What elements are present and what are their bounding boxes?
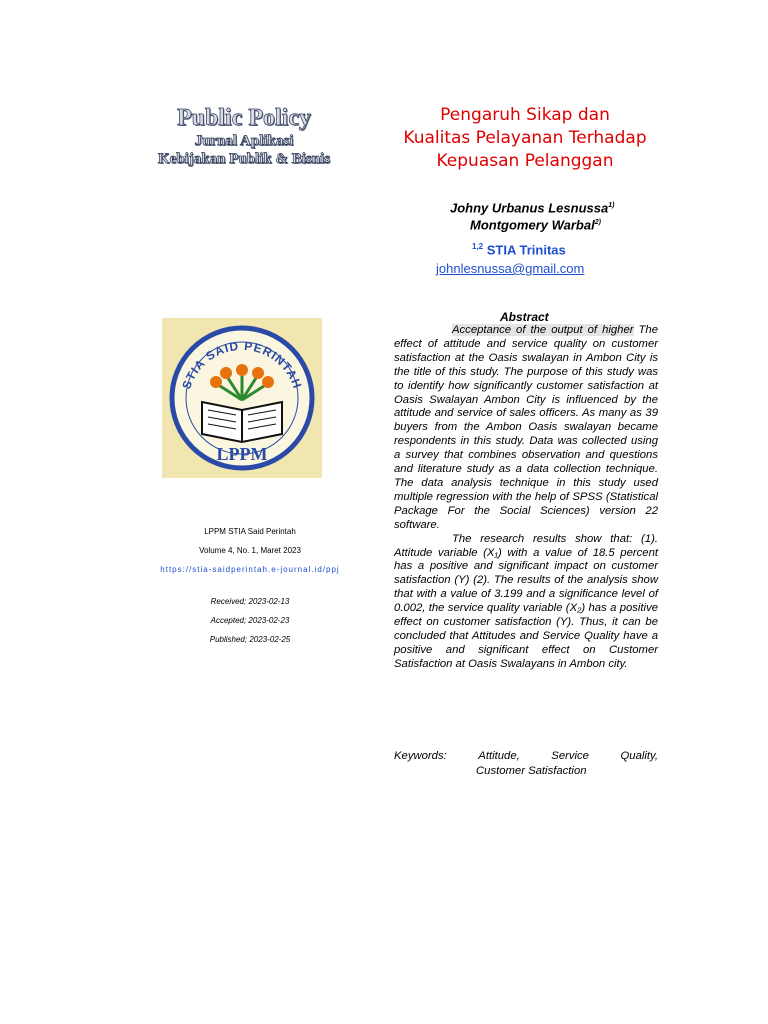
abstract-heading: Abstract xyxy=(500,310,549,324)
keywords-row-1 xyxy=(394,749,658,764)
volume-issue: Volume 4, No. 1, Maret 2023 xyxy=(199,546,301,555)
published-date: Published; 2023-02-25 xyxy=(209,635,291,644)
author-list xyxy=(430,198,660,233)
keywords-label: Keywords: xyxy=(394,750,447,762)
publication-info xyxy=(130,522,370,579)
author-2-sup: 2) xyxy=(594,219,601,227)
journal-subtitle-1: Jurnal Aplikasi xyxy=(194,133,294,149)
paper-title xyxy=(390,104,660,173)
journal-url-link[interactable]: https://stia-saidperintah.e-journal.id/ppj xyxy=(160,565,340,574)
logo-label: LPPM xyxy=(216,444,268,464)
institution xyxy=(472,242,566,257)
title-line-1: Pengaruh Sikap dan xyxy=(440,105,610,125)
lppm-logo xyxy=(162,318,322,478)
author-2 xyxy=(430,215,660,232)
abstract-paragraph-2: The research results show that: (1). Attitude variable (X₁) with a value of 18.5 percent has a positive and significant impact on customer satisfaction (Y) (2). The results of the analysis show that with a value of 3.199 and a significance level of 0.002, the service quality variable (X₂) has a positive effect on customer satisfaction (Y). Thus, it can be concluded that Attitudes and Service Quality have a positive and significant effect on Customer Satisfaction at Oasis Swalayans in Ambon city. xyxy=(394,532,658,670)
author-1 xyxy=(430,198,660,215)
author-1-name: Johny Urbanus Lesnussa xyxy=(450,200,609,216)
abstract-highlight: Acceptance of the output of higher xyxy=(452,324,634,336)
journal-subtitle-2: Kebijakan Publik & Bisnis xyxy=(157,151,331,167)
abstract-paragraph-1 xyxy=(394,324,658,533)
title-line-3: Kepuasan Pelanggan xyxy=(436,151,614,171)
journal-masthead xyxy=(140,104,348,168)
journal-name: Public Policy xyxy=(177,105,311,131)
accepted-date: Accepted; 2023-02-23 xyxy=(210,616,290,625)
title-line-2: Kualitas Pelayanan Terhadap xyxy=(403,128,647,148)
author-1-sup: 1) xyxy=(608,202,615,209)
keyword-4: Customer Satisfaction xyxy=(476,765,587,777)
keyword-3: Quality, xyxy=(620,750,658,762)
institution-name: STIA Trinitas xyxy=(486,242,566,258)
institution-sup: 1,2 xyxy=(472,242,484,251)
abstract-body xyxy=(394,324,658,672)
abstract-p1-text: The effect of attitude and service quality on customer satisfaction at the Oasis swalayan in Ambon City is the title of this study. The purpose of this study was to identify how significantly customer satisfaction at Oasis Swalayan Ambon City is influenced by the attitude and service of sales officers. As many as 39 buyers from the Ambon Oasis swalayan became respondents in this study. Data was collected using a survey that combines observation and questions and literature study as a data collection technique. The data analysis technique in this study used multiple regression with the help of SPSS (Statistical Package For the Social Sciences) version 22 software. xyxy=(394,324,658,531)
received-date: Received; 2023-02-13 xyxy=(210,597,290,606)
keywords xyxy=(394,749,658,779)
author-2-name: Montgomery Warbal xyxy=(470,217,595,233)
publication-dates xyxy=(130,592,370,649)
publisher: LPPM STIA Said Perintah xyxy=(204,527,296,536)
logo-arc-text: STIA SAID PERINTAH xyxy=(179,338,305,391)
keyword-1: Attitude, xyxy=(478,750,520,762)
author-email-link[interactable]: johnlesnussa@gmail.com xyxy=(436,261,585,276)
keyword-2: Service xyxy=(551,750,589,762)
